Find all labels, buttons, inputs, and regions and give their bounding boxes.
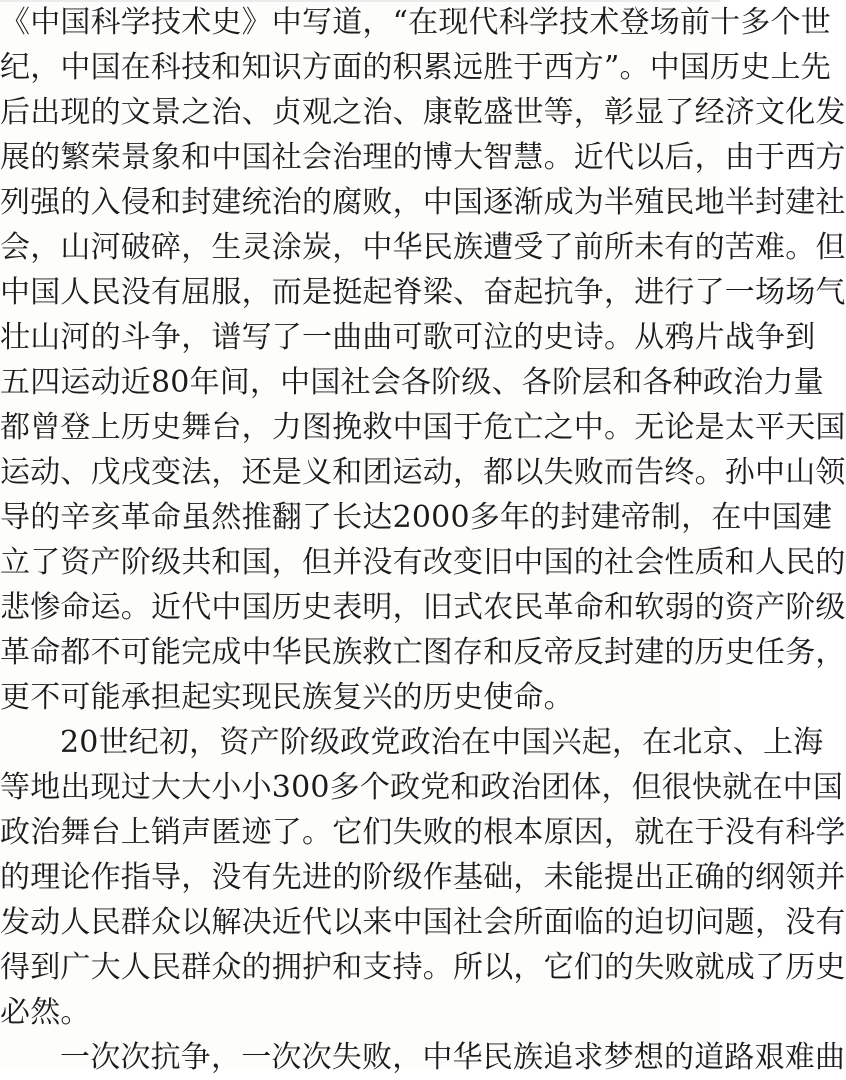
paragraph-1-line-11: 运动、戊戌变法，还是义和团运动，都以失败而告终。孙中山领 bbox=[0, 455, 846, 490]
paragraph-1-line-1: 《中国科学技术史》中写道，“在现代科学技术登场前十多个世 bbox=[0, 5, 831, 40]
paragraph-2-line-7: 必然。 bbox=[0, 995, 91, 1030]
paragraph-1-line-12: 导的辛亥革命虽然推翻了长达2000多年的封建帝制，在中国建 bbox=[0, 500, 833, 535]
paragraph-1-line-5: 列强的入侵和封建统治的腐败，中国逐渐成为半殖民地半封建社 bbox=[0, 185, 846, 220]
paragraph-2-line-3: 政治舞台上销声匿迹了。它们失败的根本原因，就在于没有科学 bbox=[0, 815, 846, 850]
paragraph-1-line-9: 五四运动近80年间，中国社会各阶级、各阶层和各种政治力量 bbox=[0, 365, 824, 400]
paragraph-1-line-14: 悲惨命运。近代中国历史表明，旧式农民革命和软弱的资产阶级 bbox=[0, 590, 846, 625]
paragraph-1-line-16: 更不可能承担起实现民族复兴的历史使命。 bbox=[0, 680, 574, 715]
paragraph-1-line-13: 立了资产阶级共和国，但并没有改变旧中国的社会性质和人民的 bbox=[0, 545, 846, 580]
paragraph-1-line-2: 纪，中国在科技和知识方面的积累远胜于西方”。中国历史上先 bbox=[0, 50, 831, 85]
paragraph-1-line-15: 革命都不可能完成中华民族救亡图存和反帝反封建的历史任务， bbox=[0, 635, 846, 670]
paragraph-2-line-4: 的理论作指导，没有先进的阶级作基础，未能提出正确的纲领并 bbox=[0, 860, 846, 895]
paragraph-2-line-2: 等地出现过大大小小300多个政党和政治团体，但很快就在中国 bbox=[0, 770, 844, 805]
paragraph-2-line-5: 发动人民群众以解决近代以来中国社会所面临的迫切问题，没有 bbox=[0, 905, 846, 940]
paragraph-2-line-6: 得到广大人民群众的拥护和支持。所以，它们的失败就成了历史 bbox=[0, 950, 846, 985]
paragraph-1-line-4: 展的繁荣景象和中国社会治理的博大智慧。近代以后，由于西方 bbox=[0, 140, 846, 175]
paragraph-3-line-1: 一次次抗争，一次次失败，中华民族追求梦想的道路艰难曲 bbox=[60, 1040, 846, 1075]
paragraph-1-line-10: 都曾登上历史舞台，力图挽救中国于危亡之中。无论是太平天国 bbox=[0, 410, 846, 445]
paragraph-1-line-3: 后出现的文景之治、贞观之治、康乾盛世等，彰显了经济文化发 bbox=[0, 95, 846, 130]
paragraph-2-line-1: 20世纪初，资产阶级政党政治在中国兴起，在北京、上海 bbox=[60, 725, 824, 760]
paragraph-1-line-7: 中国人民没有屈服，而是挺起脊梁、奋起抗争，进行了一场场气 bbox=[0, 275, 846, 310]
paragraph-1-line-6: 会，山河破碎，生灵涂炭，中华民族遭受了前所未有的苦难。但 bbox=[0, 230, 846, 265]
paragraph-1-line-8: 壮山河的斗争，谱写了一曲曲可歌可泣的史诗。从鸦片战争到 bbox=[0, 320, 816, 355]
